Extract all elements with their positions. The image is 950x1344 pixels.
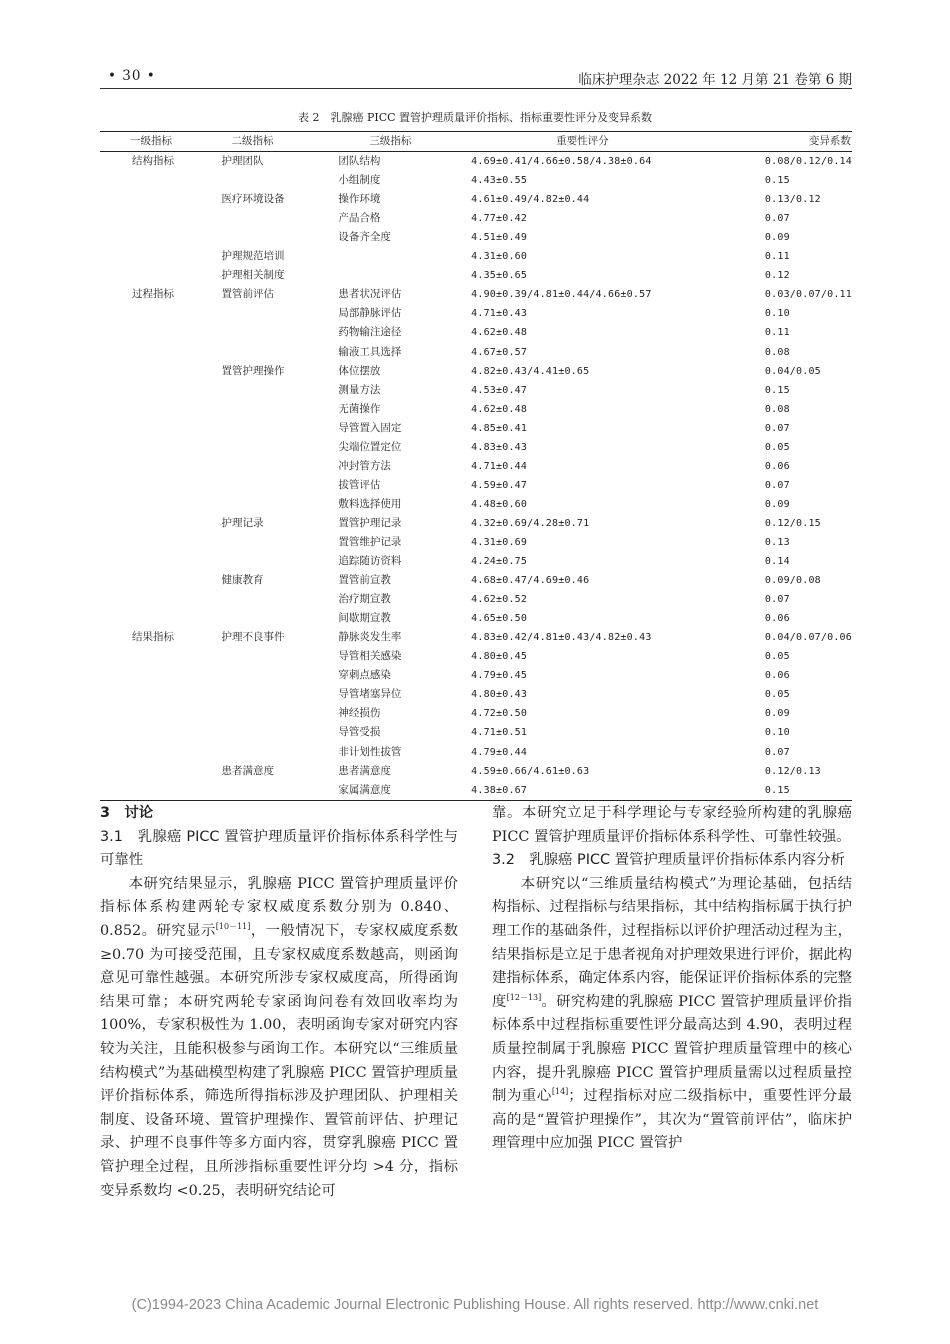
cell-importance: 4.61±0.49/4.82±0.44 xyxy=(471,194,590,206)
cell-level3: 患者满意度 xyxy=(338,764,391,777)
cell-level3: 操作环境 xyxy=(338,193,381,206)
cell-level1 xyxy=(100,171,221,190)
cell-importance: 4.62±0.52 xyxy=(471,594,528,606)
cell-level3: 导管受损 xyxy=(338,726,381,739)
cell-importance: 4.80±0.43 xyxy=(471,689,528,701)
cell-cv: 0.12/0.15 xyxy=(764,517,821,529)
cell-level2 xyxy=(221,495,338,514)
cell-cv: 0.07 xyxy=(764,594,790,606)
cell-level2 xyxy=(221,343,338,362)
table-row xyxy=(100,247,852,266)
cell-cv: 0.11 xyxy=(764,251,790,263)
col-header-level3: 三级指标 xyxy=(338,132,471,152)
table-row xyxy=(100,743,852,762)
cell-level3: 药物输注途径 xyxy=(338,326,402,339)
table-caption: 表 2 乳腺癌 PICC 置管护理质量评价指标、指标重要性评分及变异系数 xyxy=(297,111,653,124)
cell-importance: 4.90±0.39/4.81±0.44/4.66±0.57 xyxy=(471,289,652,301)
cell-importance: 4.38±0.67 xyxy=(471,781,765,801)
cell-level3: 置管护理记录 xyxy=(338,516,402,529)
cell-cv: 0.05 xyxy=(764,441,790,453)
cell-importance: 4.62±0.48 xyxy=(471,403,528,415)
cell-level1 xyxy=(100,514,221,533)
table-row xyxy=(100,190,852,209)
table-row xyxy=(100,666,852,685)
cell-level1 xyxy=(100,323,221,342)
table-row xyxy=(100,362,852,381)
table-row xyxy=(100,628,852,647)
cell-cv: 0.05 xyxy=(764,689,790,701)
section-3-2-title: 3.2 乳腺癌 PICC 置管护理质量评价指标体系内容分析 xyxy=(492,852,845,869)
table-row xyxy=(100,552,852,571)
cell-importance: 4.24±0.75 xyxy=(471,556,528,568)
cell-cv: 0.09/0.08 xyxy=(764,575,821,587)
table-body xyxy=(100,152,852,801)
cell-level2: 患者满意度 xyxy=(221,764,274,777)
cell-level2 xyxy=(221,228,338,247)
cell-level2 xyxy=(221,438,338,457)
cell-level1 xyxy=(100,609,221,628)
cell-level3: 产品合格 xyxy=(338,212,381,225)
cell-cv: 0.15 xyxy=(764,175,790,187)
table-row xyxy=(100,400,852,419)
cell-cv: 0.12 xyxy=(764,270,790,282)
cell-importance: 4.83±0.43 xyxy=(471,441,528,453)
paragraph-3-1-cont: 靠。本研究立足于科学理论与专家经验所构建的乳腺癌 PICC 置管护理质量评价指标体系科学性、可靠性较强。 xyxy=(492,805,852,845)
cell-level2 xyxy=(221,743,338,762)
cell-level1 xyxy=(100,457,221,476)
cell-importance: 4.69±0.41/4.66±0.58/4.38±0.64 xyxy=(471,156,652,168)
cell-level2 xyxy=(221,533,338,552)
section-3-title: 3 讨论 xyxy=(100,805,154,821)
cell-cv: 0.08/0.12/0.14 xyxy=(764,156,852,168)
cell-importance: 4.80±0.45 xyxy=(471,651,528,663)
cell-level3: 间歇期宣教 xyxy=(338,612,391,625)
cell-cv: 0.04/0.07/0.06 xyxy=(764,632,852,644)
cell-level2 xyxy=(221,647,338,666)
cell-level3: 冲封管方法 xyxy=(338,459,391,472)
cell-level3: 敷料选择使用 xyxy=(338,497,402,510)
cell-level2 xyxy=(221,685,338,704)
cell-importance: 4.71±0.43 xyxy=(471,308,528,320)
cell-cv: 0.04/0.05 xyxy=(764,365,821,377)
table-row xyxy=(100,152,852,172)
cell-importance: 4.77±0.42 xyxy=(471,213,528,225)
cell-level1 xyxy=(100,495,221,514)
section-3-1-title: 3.1 乳腺癌 PICC 置管护理质量评价指标体系科学性与可靠性 xyxy=(100,828,458,869)
right-column xyxy=(492,802,852,1156)
cell-level2 xyxy=(221,209,338,228)
cell-level1 xyxy=(100,743,221,762)
cell-importance: 4.82±0.43/4.41±0.65 xyxy=(471,365,590,377)
table-row xyxy=(100,533,852,552)
cell-importance: 4.85±0.41 xyxy=(471,422,528,434)
cell-level3: 导管相关感染 xyxy=(338,650,402,663)
col-header-cv: 变异系数 xyxy=(765,132,852,152)
cell-level1 xyxy=(100,438,221,457)
cell-level2 xyxy=(221,704,338,723)
cell-importance: 4.53±0.47 xyxy=(471,384,528,396)
cell-level3: 置管维护记录 xyxy=(338,535,402,548)
table-row xyxy=(100,476,852,495)
cell-cv: 0.05 xyxy=(764,651,790,663)
cell-level2: 护理记录 xyxy=(221,516,264,529)
cell-level2 xyxy=(221,781,338,801)
cell-level3: 团队结构 xyxy=(338,155,381,168)
cell-level3: 静脉炎发生率 xyxy=(338,631,402,644)
cell-cv: 0.03/0.07/0.11 xyxy=(764,289,852,301)
cell-level1 xyxy=(100,552,221,571)
cell-level3 xyxy=(338,247,471,266)
header-rule xyxy=(100,88,852,89)
cell-importance: 4.68±0.47/4.69±0.46 xyxy=(471,575,590,587)
table-row xyxy=(100,171,852,190)
cell-cv: 0.07 xyxy=(764,422,790,434)
left-column xyxy=(100,802,458,1203)
cell-level1 xyxy=(100,685,221,704)
cell-level3: 设备齐全度 xyxy=(338,231,391,244)
cell-level1: 结构指标 xyxy=(132,155,174,168)
table-row xyxy=(100,704,852,723)
cell-level3: 测量方法 xyxy=(338,383,381,396)
cell-level2: 护理团队 xyxy=(221,155,264,168)
table-row xyxy=(100,609,852,628)
running-header xyxy=(100,66,852,88)
cell-level1 xyxy=(100,704,221,723)
cell-level3: 小组制度 xyxy=(338,174,381,187)
cell-level2 xyxy=(221,476,338,495)
cell-level3: 局部静脉评估 xyxy=(338,307,402,320)
cell-level2: 护理规范培训 xyxy=(221,250,285,263)
table-row xyxy=(100,781,852,801)
cell-cv: 0.06 xyxy=(764,670,790,682)
cell-level1 xyxy=(100,666,221,685)
cell-level2: 护理相关制度 xyxy=(221,269,285,282)
table-row xyxy=(100,495,852,514)
cell-level1 xyxy=(100,590,221,609)
cell-level1 xyxy=(100,247,221,266)
col-header-level2: 二级指标 xyxy=(221,132,338,152)
table-row xyxy=(100,266,852,285)
cell-importance: 4.79±0.45 xyxy=(471,670,528,682)
cell-level1: 结果指标 xyxy=(132,631,174,644)
cell-cv: 0.13/0.12 xyxy=(764,194,821,206)
table-row xyxy=(100,723,852,742)
cell-level3: 追踪随访资料 xyxy=(338,555,402,568)
cell-cv: 0.09 xyxy=(764,498,790,510)
cell-level2: 置管护理操作 xyxy=(221,364,285,377)
cell-level1 xyxy=(100,400,221,419)
cell-level3: 导管堵塞异位 xyxy=(338,688,402,701)
cell-level2: 医疗环境设备 xyxy=(221,193,285,206)
indicator-table xyxy=(100,131,852,801)
table-row xyxy=(100,514,852,533)
copyright-footer: (C)1994-2023 China Academic Journal Electronic Publishing House. All rights reserved. http://www.cnki.net xyxy=(131,1297,819,1313)
cell-level1 xyxy=(100,209,221,228)
cell-cv: 0.08 xyxy=(764,346,790,358)
cell-importance: 4.32±0.69/4.28±0.71 xyxy=(471,517,590,529)
cell-level2 xyxy=(221,381,338,400)
cell-cv: 0.09 xyxy=(764,708,790,720)
cell-cv: 0.14 xyxy=(764,556,790,568)
cell-cv: 0.13 xyxy=(764,536,790,548)
cell-level1 xyxy=(100,476,221,495)
cell-level1 xyxy=(100,381,221,400)
cell-importance: 4.59±0.47 xyxy=(471,479,528,491)
cell-cv: 0.11 xyxy=(764,327,790,339)
citation: [10－11] xyxy=(215,921,251,931)
cell-importance: 4.71±0.44 xyxy=(471,460,528,472)
cell-level2 xyxy=(221,400,338,419)
cell-level2 xyxy=(221,171,338,190)
cell-importance: 4.79±0.44 xyxy=(471,746,528,758)
cell-level1 xyxy=(100,343,221,362)
cell-level3: 神经损伤 xyxy=(338,707,381,720)
cell-importance: 4.72±0.50 xyxy=(471,708,528,720)
table-row xyxy=(100,343,852,362)
citation: [12－13] xyxy=(506,992,542,1002)
cell-level1 xyxy=(100,190,221,209)
cell-importance: 4.71±0.51 xyxy=(471,727,528,739)
col-header-importance: 重要性评分 xyxy=(471,132,765,152)
cell-level1 xyxy=(100,304,221,323)
cell-level3: 治疗期宣教 xyxy=(338,593,391,606)
cell-cv: 0.06 xyxy=(764,460,790,472)
cell-level1 xyxy=(100,647,221,666)
cell-cv: 0.15 xyxy=(764,384,790,396)
cell-level2 xyxy=(221,609,338,628)
cell-level3: 体位摆放 xyxy=(338,364,381,377)
cell-level2 xyxy=(221,323,338,342)
cell-level1 xyxy=(100,571,221,590)
table-row xyxy=(100,647,852,666)
cell-importance: 4.62±0.48 xyxy=(471,327,528,339)
cell-importance: 4.43±0.55 xyxy=(471,175,528,187)
cell-importance: 4.48±0.60 xyxy=(471,498,528,510)
table-row xyxy=(100,590,852,609)
cell-level2: 健康教育 xyxy=(221,574,264,587)
cell-level3: 穿刺点感染 xyxy=(338,669,391,682)
cell-level3: 患者状况评估 xyxy=(338,288,402,301)
cell-level3: 输液工具选择 xyxy=(338,345,402,358)
cell-level2: 置管前评估 xyxy=(221,288,274,301)
cell-cv: 0.06 xyxy=(764,613,790,625)
cell-level2 xyxy=(221,723,338,742)
cell-cv: 0.07 xyxy=(764,213,790,225)
cell-level2 xyxy=(221,457,338,476)
citation: [14] xyxy=(551,1087,569,1097)
cell-level3: 导管置入固定 xyxy=(338,421,402,434)
cell-level3: 家属满意度 xyxy=(338,781,471,801)
table-row xyxy=(100,209,852,228)
cell-level2 xyxy=(221,590,338,609)
col-header-level1: 一级指标 xyxy=(100,132,221,152)
table-header-row xyxy=(100,132,852,152)
cell-level3: 非计划性拔管 xyxy=(338,745,402,758)
cell-level1 xyxy=(100,419,221,438)
cell-cv: 0.08 xyxy=(764,403,790,415)
cell-level1 xyxy=(100,762,221,781)
cell-cv: 0.12/0.13 xyxy=(764,765,821,777)
paragraph-3-1: 本研究结果显示，乳腺癌 PICC 置管护理质量评价指标体系构建两轮专家权威度系数分别为 0.840、0.852。研究显示[10－11]，一般情况下，专家权威度系数≥0.70 为可接受范围，且专家权威度系数越高，则函询意见可靠性越强。本研究所涉专家权威度高，所得函询结果可靠；本研究两轮专家函询问卷有效回收率均为 100%，专家积极性为 1.00，表明函询专家对研究内容较为关注，且能积极参与函询工作。本研究以“三维质量结构模式”为基础模型构建了乳腺癌 PICC 置管护理质量评价指标体系，筛选所得指标涉及护理团队、护理相关制度、设备环境、置管护理操作、置管前评估、护理记录、护理不良事件等多方面内容，贯穿乳腺癌 PICC 置管护理全过程，且所涉指标重要性评分均 >4 分，指标变异系数均 <0.25，表明研究结论可 xyxy=(100,875,458,1199)
cell-level1 xyxy=(100,781,221,801)
cell-level3: 置管前宣教 xyxy=(338,574,391,587)
cell-level3: 无菌操作 xyxy=(338,402,381,415)
cell-cv: 0.10 xyxy=(764,727,790,739)
table-row xyxy=(100,381,852,400)
table-row xyxy=(100,571,852,590)
cell-level1 xyxy=(100,533,221,552)
cell-importance: 4.35±0.65 xyxy=(471,270,528,282)
table-row xyxy=(100,457,852,476)
table-row xyxy=(100,685,852,704)
cell-level3 xyxy=(338,266,471,285)
cell-importance: 4.31±0.60 xyxy=(471,251,528,263)
cell-level2 xyxy=(221,552,338,571)
cell-cv: 0.10 xyxy=(764,308,790,320)
journal-citation: 临床护理杂志 2022 年 12 月第 21 卷第 6 期 xyxy=(578,72,852,88)
cell-level1: 过程指标 xyxy=(132,288,174,301)
cell-level3: 尖端位置定位 xyxy=(338,440,402,453)
table-row xyxy=(100,323,852,342)
page-number: • 30 • xyxy=(108,68,156,84)
table-row xyxy=(100,419,852,438)
cell-importance: 4.59±0.66/4.61±0.63 xyxy=(471,765,590,777)
cell-level1 xyxy=(100,266,221,285)
cell-cv: 0.09 xyxy=(764,232,790,244)
cell-importance: 4.67±0.57 xyxy=(471,346,528,358)
cell-level3: 拔管评估 xyxy=(338,478,381,491)
cell-level2: 护理不良事件 xyxy=(221,631,285,644)
table-row xyxy=(100,228,852,247)
cell-level2 xyxy=(221,304,338,323)
table-row xyxy=(100,762,852,781)
cell-cv: 0.07 xyxy=(764,479,790,491)
cell-level2 xyxy=(221,666,338,685)
table-row xyxy=(100,285,852,304)
cell-importance: 4.31±0.69 xyxy=(471,536,528,548)
cell-importance: 4.51±0.49 xyxy=(471,232,528,244)
cell-importance: 4.83±0.42/4.81±0.43/4.82±0.43 xyxy=(471,632,652,644)
paragraph-3-2: 本研究以“三维质量结构模式”为理论基础，包括结构指标、过程指标与结果指标，其中结构指标属于执行护理工作的基础条件，过程指标以评价护理活动过程为主，结果指标是立足于患者视角对护理效果进行评价，据此构建指标体系，确定体系内容，能保证评价指标体系的完整度[12－13]。研究构建的乳腺癌 PICC 置管护理质量评价指标体系中过程指标重要性评分最高达到 4.90，表明过程质量控制属于乳腺癌 PICC 置管护理质量管理中的核心内容，提升乳腺癌 PICC 置管护理质量需以过程质量控制为重心[14]；过程指标对应二级指标中，重要性评分最高的是“置管护理操作”，其次为“置管前评估”，临床护理管理中应加强 PICC 置管护 xyxy=(492,875,852,1152)
cell-cv: 0.15 xyxy=(765,781,852,801)
cell-level1 xyxy=(100,362,221,381)
cell-level1 xyxy=(100,723,221,742)
cell-importance: 4.65±0.50 xyxy=(471,613,528,625)
cell-cv: 0.07 xyxy=(764,746,790,758)
cell-level2 xyxy=(221,419,338,438)
table-row xyxy=(100,304,852,323)
cell-level1 xyxy=(100,228,221,247)
table-row xyxy=(100,438,852,457)
